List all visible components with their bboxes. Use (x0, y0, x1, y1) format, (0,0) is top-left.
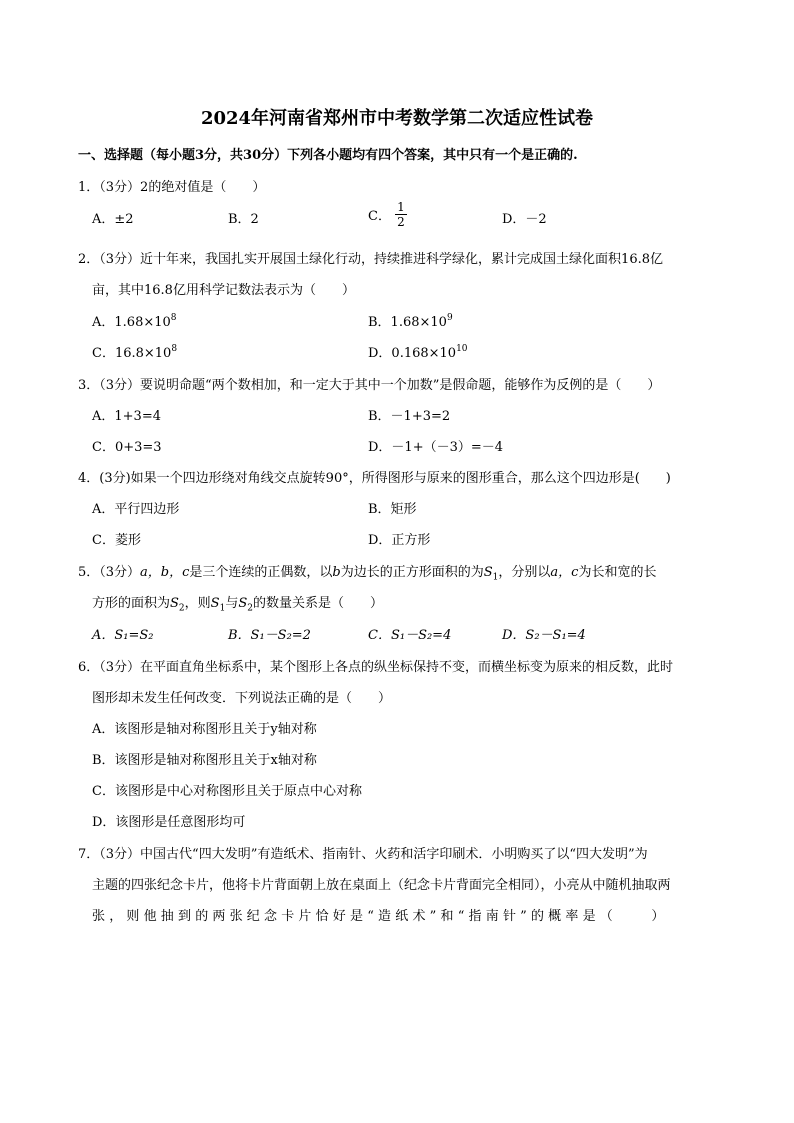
q5-variables-ac: a，c (550, 565, 579, 580)
question-3-option-c: C．0+3=3 (92, 440, 162, 455)
option-c-exponent: 8 (171, 343, 178, 354)
q5-s1b: S (210, 596, 220, 611)
question-7-stem-line-2: 主题的四张纪念卡片，他将卡片背面朝上放在桌面上（纪念卡片背面完全相同），小亮从中随机抽取两 (92, 878, 671, 893)
question-5-option-a: A．S₁=S₂ (92, 628, 154, 643)
fraction-denominator: 2 (397, 215, 405, 229)
q5-s1b-sub: 1 (219, 603, 226, 614)
question-3-option-a: A．1+3=4 (92, 409, 161, 424)
question-6-stem-line-1: 6．（3分）在平面直角坐标系中，某个图形上各点的纵坐标保持不变，而横坐标变为原来的相反数，此时 (78, 660, 674, 675)
q5-s2: S (170, 596, 179, 611)
question-4-option-a: A．平行四边形 (92, 502, 180, 517)
question-2-option-c (92, 342, 177, 361)
question-1-option-d: D．－2 (502, 212, 547, 227)
q5-variable-b: b (332, 565, 341, 580)
question-2-stem-line-2: 亩，其中16.8亿用科学记数法表示为（ ） (92, 283, 355, 298)
question-7-stem-line-1: 7．（3分）中国古代“四大发明”有造纸术、指南针、火药和活字印刷术．小明购买了以“四大发明”为 (78, 847, 648, 862)
question-2-option-d (368, 342, 468, 361)
question-4-option-d: D．正方形 (368, 533, 431, 548)
question-4-option-b: B．矩形 (368, 502, 417, 517)
q5-text-2: 为边长的正方形面积的为 (340, 565, 484, 580)
question-6-option-c: C．该图形是中心对称图形且关于原点中心对称 (92, 784, 362, 799)
question-1-stem: 1．（3分）2的绝对值是（ ） (78, 180, 266, 195)
question-2-option-a (92, 311, 177, 330)
question-1-option-a: A．±2 (92, 212, 134, 227)
question-5-stem-line-1 (78, 561, 656, 583)
question-6-option-d: D．该图形是任意图形均可 (92, 815, 246, 830)
q5-s2b: S (238, 596, 248, 611)
question-4-option-c: C．菱形 (92, 533, 141, 548)
q5-variables: a，b，c (140, 565, 190, 580)
option-c-label: C． (368, 209, 391, 224)
q5-text-8: 的数量关系是（ ） (252, 596, 383, 611)
q5-s1-sub: 1 (492, 572, 499, 583)
page-title: 2024年河南省郑州市中考数学第二次适应性试卷 (200, 108, 594, 129)
option-d-exponent: 10 (456, 343, 468, 354)
option-a-exponent: 8 (170, 312, 177, 323)
q5-text-5: 方形的面积为 (92, 596, 171, 611)
question-5-option-c: C．S₁－S₂=4 (368, 628, 452, 643)
q5-prefix: 5．（3分） (78, 565, 141, 580)
question-5-stem-line-2 (92, 592, 383, 614)
q5-text-7: 与 (225, 596, 239, 611)
question-5-option-b: B．S₁－S₂=2 (228, 628, 311, 643)
question-2-option-b (368, 311, 453, 330)
q5-s2-sub: 2 (178, 603, 185, 614)
question-2-stem-line-1: 2．（3分）近十年来，我国扎实开展国土绿化行动，持续推进科学绿化，累计完成国土绿化面积16.8亿 (78, 252, 663, 267)
q5-text-1: 是三个连续的正偶数，以 (189, 565, 333, 580)
question-7-stem-line-3: 张，则他抽到的两张纪念卡片恰好是“造纸术”和“指南针”的概率是（ ） (92, 909, 669, 924)
question-6-stem-line-2: 图形却未发生任何改变．下列说法正确的是（ ） (92, 691, 392, 706)
option-b-base: B．1.68×10 (368, 315, 447, 330)
option-c-base: C．16.8×10 (92, 346, 172, 361)
question-3-stem: 3．（3分）要说明命题“两个数相加，和一定大于其中一个加数”是假命题，能够作为反例的是（ ） (78, 378, 661, 393)
q5-text-4: 为长和宽的长 (578, 565, 657, 580)
option-d-base: D．0.168×10 (368, 346, 457, 361)
question-6-option-b: B．该图形是轴对称图形且关于x轴对称 (92, 753, 317, 768)
question-1-option-c (368, 200, 407, 229)
question-3-option-b: B．－1+3=2 (368, 409, 451, 424)
q5-s2b-sub: 2 (247, 603, 253, 614)
option-a-base: A．1.68×10 (92, 315, 171, 330)
q5-text-6: ，则 (184, 596, 211, 611)
section-heading: 一、选择题（每小题3分，共30分）下列各小题均有四个答案，其中只有一个是正确的. (78, 148, 578, 163)
question-4-stem: 4．(3分)如果一个四边形绕对角线交点旋转90°，所得图形与原来的图形重合，那么这个四边形是( ) (78, 471, 671, 486)
q5-text-3: ，分别以 (498, 565, 551, 580)
question-1-option-b: B．2 (228, 212, 259, 227)
question-6-option-a: A．该图形是轴对称图形且关于y轴对称 (92, 722, 317, 737)
q5-s1: S (483, 565, 493, 580)
question-3-option-d: D．－1+（－3）=－4 (368, 440, 504, 455)
fraction (395, 200, 407, 229)
option-b-exponent: 9 (446, 312, 453, 323)
question-5-option-d: D．S₂－S₁=4 (502, 628, 586, 643)
fraction-numerator: 1 (397, 200, 405, 214)
